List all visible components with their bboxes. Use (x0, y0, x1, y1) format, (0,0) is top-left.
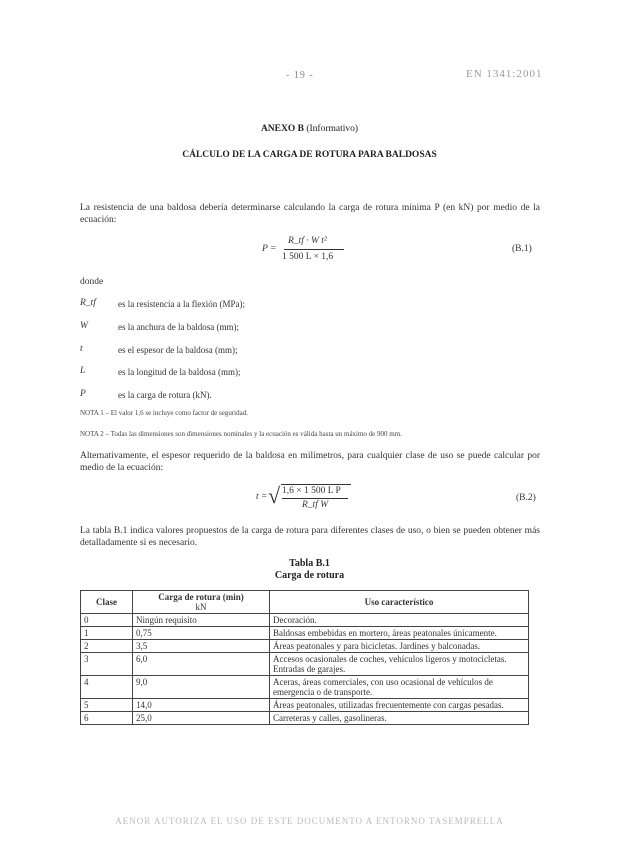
cell-clase: 5 (81, 699, 133, 712)
table-row (81, 653, 529, 676)
page-number: - 19 - (286, 70, 314, 81)
table-row (81, 627, 529, 640)
header-uso: Uso característico (270, 591, 529, 614)
license-footer: AENOR AUTORIZA EL USO DE ESTE DOCUMENTO A ENTORNO TASEMPRELLA (115, 816, 504, 826)
eq1-number: (B.1) (512, 244, 532, 254)
sqrt-icon: √ (268, 483, 281, 508)
cell-carga: 9,0 (133, 676, 270, 699)
header-carga-unit: kN (195, 602, 207, 612)
table-row (81, 699, 529, 712)
table-row (81, 614, 529, 627)
eq2-denominator: R_tf W (302, 500, 329, 510)
cell-clase: 3 (81, 653, 133, 676)
cell-carga: 14,0 (133, 699, 270, 712)
cell-clase: 6 (81, 712, 133, 725)
cell-uso: Áreas peatonales y para bicicletas. Jardines y balconadas. (270, 640, 529, 653)
note-1: NOTA 1 – El valor 1,6 se incluye como factor de seguridad. (80, 409, 248, 417)
page-title: CÁLCULO DE LA CARGA DE ROTURA PARA BALDOSAS (182, 150, 437, 160)
eq2-numerator: 1,6 × 1 500 L P (282, 486, 341, 496)
cell-carga: 25,0 (133, 712, 270, 725)
cell-uso: Áreas peatonales, utilizadas frecuentemente con cargas pesadas. (270, 699, 529, 712)
cell-uso: Accesos ocasionales de coches, vehículos ligeros y motocicletas. Entradas de garajes. (270, 653, 529, 676)
cell-clase: 4 (81, 676, 133, 699)
def-symbol: t (80, 344, 83, 354)
cell-uso: Decoración. (270, 614, 529, 627)
cell-carga: 0,75 (133, 627, 270, 640)
eq1-lhs: P = (262, 244, 277, 254)
cell-carga: 6,0 (133, 653, 270, 676)
def-text: es la resistencia a la flexión (MPa); (118, 299, 245, 309)
standard-code: EN 1341:2001 (466, 68, 543, 80)
eq1-denominator: 1 500 L × 1,6 (282, 252, 334, 262)
header-clase: Clase (81, 591, 133, 614)
def-symbol: L (80, 366, 86, 376)
intro-paragraph: La resistencia de una baldosa debería determinarse calculando la carga de rotura mínima P (en kN) por medio de la ecuación: (80, 203, 540, 225)
table-row (81, 676, 529, 699)
table-row (81, 712, 529, 725)
note-2: NOTA 2 – Todas las dimensiones son dimensiones nominales y la ecuación es válida hasta un máximo de 900 mm. (80, 430, 402, 438)
def-text: es la anchura de la baldosa (mm); (118, 322, 239, 332)
load-table (80, 590, 529, 725)
eq1-fraction-line (284, 249, 344, 250)
def-symbol: P (80, 389, 86, 399)
cell-uso: Carreteras y calles, gasolineras. (270, 712, 529, 725)
annex-heading (0, 124, 619, 134)
paragraph-2: Alternativamente, el espesor requerido de la baldosa en milímetros, para cualquier clase de uso se puede calcular por medio de la ecuación: (80, 451, 540, 473)
cell-clase: 1 (81, 627, 133, 640)
cell-clase: 2 (81, 640, 133, 653)
table-row (81, 640, 529, 653)
annex-type: (Informativo) (306, 124, 359, 134)
paragraph-3: La tabla B.1 indica valores propuestos de la carga de rotura para diferentes clases de uso, o bien se pueden obtener más detalladamente si es necesario. (80, 526, 540, 548)
table-header-row (81, 591, 529, 614)
cell-carga: 3,5 (133, 640, 270, 653)
def-symbol: W (80, 321, 88, 331)
cell-clase: 0 (81, 614, 133, 627)
def-symbol: R_tf (80, 298, 96, 308)
cell-carga: Ningún requisito (133, 614, 270, 627)
eq2-radical-bar (281, 484, 351, 485)
header-carga (133, 591, 270, 614)
def-text: es la carga de rotura (kN). (118, 390, 212, 400)
eq2-number: (B.2) (516, 493, 536, 503)
table-subcaption: Carga de rotura (274, 570, 345, 581)
def-text: es la longitud de la baldosa (mm); (118, 367, 241, 377)
cell-uso: Baldosas embebidas en mortero, áreas peatonales únicamente. (270, 627, 529, 640)
def-text: es el espesor de la baldosa (mm); (118, 345, 238, 355)
eq2-fraction-line (282, 498, 348, 499)
donde-label: donde (80, 277, 104, 287)
table-caption: Tabla B.1 (289, 558, 330, 569)
eq1-numerator: R_tf · W t² (288, 236, 327, 246)
eq2-lhs: t = (256, 492, 268, 502)
annex-label: ANEXO B (260, 124, 304, 134)
header-carga-label: Carga de rotura (min) (158, 592, 244, 602)
cell-uso: Aceras, áreas comerciales, con uso ocasional de vehículos de emergencia o de transporte. (270, 676, 529, 699)
